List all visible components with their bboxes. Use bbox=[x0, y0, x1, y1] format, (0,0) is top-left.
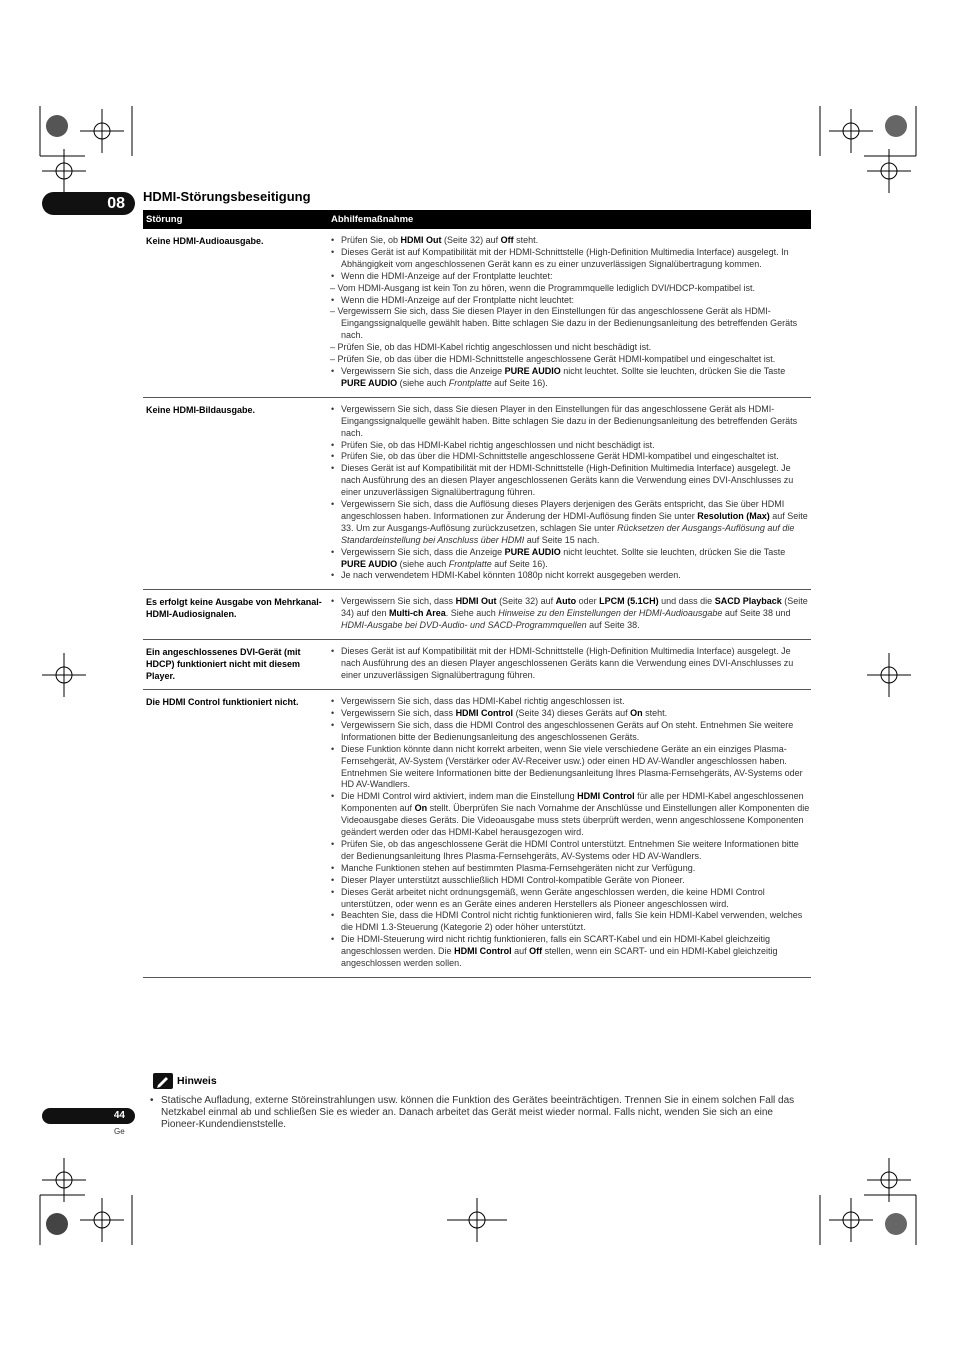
note-text bbox=[150, 1095, 812, 1131]
note-body: Statische Aufladung, externe Störeinstrahlungen usw. können die Funktion des Gerätes beeinträchtigen. Trennen Sie in einem solchen Fall das Netzkabel einmal ab und schließen Sie es wieder an. Danach arbeitet das Gerät meist wieder normal. Falls nicht, wenden Sie sich an eine Pioneer-Kundendienststelle. bbox=[161, 1095, 795, 1130]
note-header bbox=[153, 1073, 217, 1089]
remedy-dash-item: – Prüfen Sie, ob das über die HDMI-Schnittstelle angeschlossene Gerät HDMI-kompatibel und eingeschaltet ist. bbox=[330, 354, 776, 365]
pencil-note-icon bbox=[153, 1073, 173, 1089]
remedy-bullet-item: • Manche Funktionen stehen auf bestimmten Plasma-Fernsehgeräten nicht zur Verfügung. bbox=[330, 863, 811, 875]
remedy-bullet-item: • Vergewissern Sie sich, dass Sie diesen Player in den Einstellungen für das angeschlossene Gerät als HDMI-Eingangssignalquelle gewählt haben. Bitte schlagen Sie dazu in der Bedienungsanleitung des betreffenden Geräts nach. bbox=[330, 404, 811, 440]
problem-cell: Keine HDMI-Bildausgabe. bbox=[146, 404, 256, 415]
remedy-cell bbox=[330, 696, 811, 970]
remedy-bullet-item: • Je nach verwendetem HDMI-Kabel könnten 1080p nicht korrekt ausgegeben werden. bbox=[330, 570, 811, 582]
remedy-bullet-item: • Vergewissern Sie sich, dass die HDMI Control des angeschlossenen Geräts auf On steht. Entnehmen Sie weitere Informationen bitte der Bedienungsanleitung des angeschlossenen Geräts. bbox=[330, 720, 811, 744]
remedy-bullet-item: • Dieses Gerät ist auf Kompatibilität mit der HDMI-Schnittstelle (High-Definition Multimedia Interface) ausgelegt. Je nach Ausführung des an diesen Player angeschlossenen Geräts kann die Verwendung eines DVI-Anschlusses zu einer unzuverlässigen Signalübertragung führen. bbox=[330, 463, 811, 499]
remedy-bullet-item: • Vergewissern Sie sich, dass HDMI Out (Seite 32) auf Auto oder LPCM (5.1CH) und dass die SACD Playback (Seite 34) auf den Multi-ch Area. Siehe auch Hinweise zu den Einstellungen der HDMI-Audioausgabe auf Seite 38 und HDMI-Ausgabe bei DVD-Audio- und SACD-Programmquellen auf Seite 38. bbox=[330, 596, 811, 632]
remedy-bullet-item: • Diese Funktion könnte dann nicht korrekt arbeiten, wenn Sie viele verschiedene Geräte an ein einziges Plasma-Fernsehgerät, AV-System (Verstärker oder AV-Receiver usw.) oder einen HD AV-Wandler angeschlossen haben. Entnehmen Sie weitere Informationen bitte der Bedienungsanleitung Ihres Plasma-Fernsehgeräts, AV-Systems oder HD AV-Wandlers. bbox=[330, 744, 811, 792]
remedy-bullet-item: • Dieses Gerät arbeitet nicht ordnungsgemäß, wenn Geräte angeschlossen werden, die keine HDMI Control unterstützen, oder wenn es an Geräte eines anderen Herstellers als Pioneer angeschlossen wird. bbox=[330, 887, 811, 911]
remedy-bullet-item: • Dieses Gerät ist auf Kompatibilität mit der HDMI-Schnittstelle (High-Definition Multimedia Interface) ausgelegt. In Abhängigkeit vom angeschlossenen Gerät kann es zu einer unzuverlässigen Signalübertragung kommen. bbox=[330, 247, 811, 271]
problem-cell: Es erfolgt keine Ausgabe von Mehrkanal-HDMI-Audiosignalen. bbox=[146, 597, 322, 620]
remedy-bullet-item: • Dieser Player unterstützt ausschließlich HDMI Control-kompatible Geräte von Pioneer. bbox=[330, 875, 811, 887]
remedy-bullet-item: • Wenn die HDMI-Anzeige auf der Frontplatte nicht leuchtet: bbox=[330, 295, 811, 307]
remedy-cell bbox=[330, 646, 811, 682]
section-title: HDMI-Störungsbeseitigung bbox=[143, 189, 311, 204]
remedy-cell bbox=[330, 404, 811, 583]
table-row bbox=[143, 590, 811, 640]
remedy-bullet-item: • Beachten Sie, dass die HDMI Control nicht richtig funktionieren wird, falls Sie kein HDMI-Kabel verwenden, welches die HDMI 1.3-Steuerung (Kategorie 2) oder höher unterstützt. bbox=[330, 910, 811, 934]
note-title: Hinweis bbox=[177, 1075, 217, 1087]
remedy-bullet-item: • Wenn die HDMI-Anzeige auf der Frontplatte leuchtet: bbox=[330, 271, 811, 283]
remedy-bullet-item: • Vergewissern Sie sich, dass die Anzeige PURE AUDIO nicht leuchtet. Sollte sie leuchten, drücken Sie die Taste PURE AUDIO (siehe auch Frontplatte auf Seite 16). bbox=[330, 366, 811, 390]
troubleshooting-table bbox=[143, 210, 811, 978]
remedy-bullet-item: • Prüfen Sie, ob das HDMI-Kabel richtig angeschlossen und nicht beschädigt ist. bbox=[330, 440, 811, 452]
remedy-bullet-item: • Vergewissern Sie sich, dass HDMI Control (Seite 34) dieses Geräts auf On steht. bbox=[330, 708, 811, 720]
chapter-number-tab: 08 bbox=[42, 192, 135, 215]
remedy-bullet-item: • Vergewissern Sie sich, dass die Anzeige PURE AUDIO nicht leuchtet. Sollte sie leuchten, drücken Sie die Taste PURE AUDIO (siehe auch Frontplatte auf Seite 16). bbox=[330, 547, 811, 571]
remedy-bullet-item: • Vergewissern Sie sich, dass das HDMI-Kabel richtig angeschlossen ist. bbox=[330, 696, 811, 708]
remedy-bullet-item: • Dieses Gerät ist auf Kompatibilität mit der HDMI-Schnittstelle (High-Definition Multimedia Interface) ausgelegt. Je nach Ausführung des an diesen Player angeschlossenen Geräts kann die Verwendung eines DVI-Anschlusses zu einer unzuverlässigen Signalübertragung führen. bbox=[330, 646, 811, 682]
table-header bbox=[143, 210, 811, 229]
remedy-dash-item: – Vom HDMI-Ausgang ist kein Ton zu hören, wenn die Programmquelle lediglich DVI/HDCP-kompatibel ist. bbox=[330, 282, 756, 293]
language-code: Ge bbox=[114, 1127, 125, 1136]
table-row bbox=[143, 229, 811, 398]
remedy-bullet-item: • Prüfen Sie, ob das über die HDMI-Schnittstelle angeschlossene Gerät HDMI-kompatibel und eingeschaltet ist. bbox=[330, 451, 811, 463]
remedy-bullet-item: • Die HDMI Control wird aktiviert, indem man die Einstellung HDMI Control für alle per HDMI-Kabel angeschlossenen Komponenten auf On stellt. Überprüfen Sie nach Vornahme der Anschlüsse und Einstellungen aller Komponenten die Videoausgabe dieses Geräts. Die Videoausgabe muss stets überprüft werden, wenn angeschlossene Komponenten geändert werden oder das HDMI-Kabel herausgezogen wird. bbox=[330, 791, 811, 839]
remedy-bullet-item: • Die HDMI-Steuerung wird nicht richtig funktionieren, falls ein SCART-Kabel und ein HDMI-Kabel gleichzeitig angeschlossen werden. Die HDMI Control auf Off stellen, wenn ein SCART- und ein HDMI-Kabel gleichzeitig angeschlossen werden sollen. bbox=[330, 934, 811, 970]
remedy-bullet-item: • Prüfen Sie, ob HDMI Out (Seite 32) auf Off steht. bbox=[330, 235, 811, 247]
remedy-bullet-item: • Prüfen Sie, ob das angeschlossene Gerät die HDMI Control unterstützt. Entnehmen Sie weitere Informationen bitte der Bedienungsanleitung Ihres Plasma-Fernsehgeräts, AV-Systems oder HD AV-Wandlers. bbox=[330, 839, 811, 863]
remedy-cell bbox=[330, 596, 811, 632]
problem-cell: Keine HDMI-Audioausgabe. bbox=[146, 236, 264, 246]
table-row bbox=[143, 690, 811, 978]
table-row bbox=[143, 398, 811, 591]
problem-cell: Ein angeschlossenes DVI-Gerät (mit HDCP) funktioniert nicht mit diesem Player. bbox=[146, 647, 301, 682]
remedy-dash-item: – Prüfen Sie, ob das HDMI-Kabel richtig angeschlossen und nicht beschädigt ist. bbox=[330, 342, 652, 353]
table-row bbox=[143, 640, 811, 690]
remedy-dash-item: – Vergewissern Sie sich, dass Sie diesen Player in den Einstellungen für das angeschlossene Gerät als HDMI-Eingangssignalquelle gewählt haben. Bitte schlagen Sie dazu in der Bedienungsanleitung des betreffenden Geräts nach. bbox=[330, 306, 798, 341]
problem-cell: Die HDMI Control funktioniert nicht. bbox=[146, 697, 299, 708]
page-number: 44 bbox=[42, 1108, 135, 1124]
header-remedy: Abhilfemaßnahme bbox=[331, 214, 414, 225]
remedy-cell bbox=[330, 235, 811, 390]
header-problem: Störung bbox=[146, 214, 183, 225]
remedy-bullet-item: • Vergewissern Sie sich, dass die Auflösung dieses Players derjenigen des Geräts entspricht, das Sie über HDMI angeschlossen haben. Informationen zur Änderung der HDMI-Auflösung finden Sie unter Resolution (Max) auf Seite 33. Um zur Ausgangs-Auflösung zurückzusetzen, schlagen Sie unter Rücksetzen der Ausgangs-Auflösung auf die Standardeinstellung bei Anschluss über HDMI auf Seite 15 nach. bbox=[330, 499, 811, 547]
note-bullet: • bbox=[150, 1095, 154, 1106]
